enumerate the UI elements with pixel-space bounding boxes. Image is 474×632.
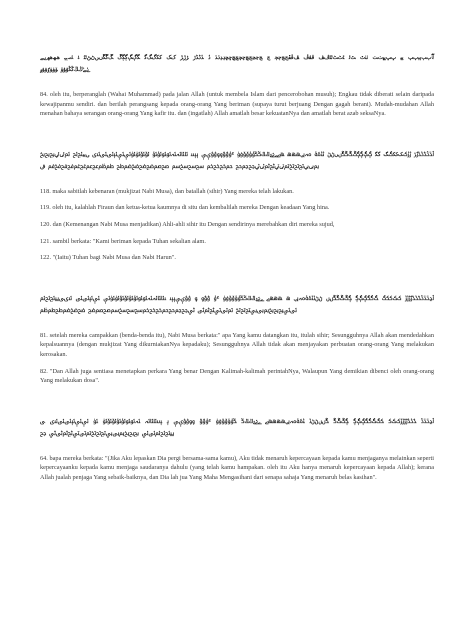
translation-verse: 121. sambil berkata: "Kami beriman kepada Tuhan sekalian alam. [40,237,206,245]
translation-verse: 120. dan (Kemenangan Nabi Musa menjadikan) Ahli-ahli sihir itu Dengan sendirinya merebahkan diri mereka sujud, [40,220,335,228]
arabic-verse-block-4: ﭐﮃﮄﮅﮆ ﮇﮈﮉﮊﮋﮌﮍﮎﮏﮐ ﮑﮒﮓﮔﮕﮖﮗﮘ ﮙﮚﮛﮜ ﮝﮞﮟﮠﮡﮢ ﮣﮤﮥﮦﮧﮨﮩﮪﮫﮬﮭﮮ ﮯﮰﮱﯓﯔﯕ ﯖﯗﯘﯙﯚﯛﯜ ﯝﯞﯟ ﯠﯡﯢﯣﯤﯥ ﯦ ﯧﯨﯩﯪﯫﯬ ﯭﯮﯯﯰﯱﯲﯳﯴ ﯵ ﯶﯷﯸﯹﯺﯻﯼ ﯽ ﯾﯿﰀﰁﰂﰃﰄ ﰅﰆﰇﰈﰉﰊﰋﰌﰍﰎﰏﰐﰑﰒﰓﰔ ﰕ [40,418,434,437]
translation-verse: 119. oleh itu, kalahlah Firaun dan ketua-ketua kaumnya di situ dan kembalilah mereka Dengan keadaan Yang hina. [40,204,330,212]
translation-verse: 81. setelah mereka campakkan (benda-benda itu), Nabi Musa berkata:" apa Yang kamu datangkan itu, itulah sihir; Sesungguhnya Allah akan mendedahkan kepalsuannya (dengan mukjizat Yang dikurniakanNya kepadaku); Sesungguhnya Allah tidak akan menjayakan perbuatan orang-orang Yang melakukan kerosakan. [40,331,434,358]
translation-verse: 84. oleh itu, berperanglah (Wahai Muhammad) pada jalan Allah (untuk membela Islam dari pencerobohan musuh); Engkau tidak diberati selain daripada kewajipanmu sendiri. dan berilah perangsang kepada orang-orang Yang beriman (supaya turut berjuang Dengan gagah berani). Mudah-mudahan Allah menahan bahaya serangan orang-orang Yang kafir itu. dan (ingatlah) Allah amatlah besar kekuatanNya dan amatlah berat azab seksaNya. [40,91,434,118]
arabic-verse-block-2: ﭐﮅﮆﮇﮈﮉﮊﮋ ﮌﮍﮎﮏﮐﮑﮒﮓ ﮔﮕ ﮖﮗﮘﮙﮚﮛﮜﮝﮞﮟﮠﮡ ﮢﮣﮤﮥ ﮦﮧﮨﮩﮪﮫﮬ ﮭﮮﮯﮰﮱﯓﯔﯕﯖﯗﯘﯙﯚﯛﯜ ﯝﯞﯟﯠﯡﯢﯣﯤﯥ ﯦﯧﯨﯩ ﯪﯫﯬﯭﯮﯯﯰﯱ ﯲﯳﯴﯵﯶﯷﯸﯹﯺﯻﯼ ﯽﯾﯿﰀﰁ ﰂﰃﰄﰅﰆﰇ ﰈﰉﰊﰋﰌﰍﰎﰏﰐﰑﰒﰓﰔﰕﰖﰗ ﰘﰙﰚﰛ ﰜﰝﰞﰟ ﰠﰡﰢﰣﰤﰥﰦ ﰧﰨﰩﰪﰫﰬﰭﰮﰯﰰ ﰱ [40,151,434,170]
translation-verse: 122. "(Iaitu) Tuhan bagi Nabi Musa dan Nabi Harun". [40,254,176,262]
translation-block-1 [40,90,434,119]
translation-block-2 [40,187,434,263]
translation-verse: 64. bapa mereka berkata: "(Jika Aku lepaskan Dia pergi bersama-sama kamu), Aku tidak menaruh kepercayaan kepada kamu menjaganya melainkan seperti kepercayaanku kepada kamu menjaga saudaranya dahulu (yang telah kamu hampakan. oleh itu Aku hanya menaruh kepercayaan kepada Allah); kerana Allah jualah penjaga Yang sebaik-baiknya, dan Dia lah jua Yang Maha Mengasihani dari senapa sahaja Yang menaruh belas kasihan". [40,454,434,481]
translation-block-4 [40,454,434,483]
arabic-verse-block-1: ﭐﭑﭒﭓﭔﭕﭖﭗ ﭘﭙ ﭚﭛﭜﭝﭞﭟ ﭠﭡﭢ ﭣﭤ ﭥﭦﭧﭨﭩﭪﭫ ﭬﭭﭮ ﭯﭰﭱﭲﭳﭴﭵ ﭶ ﭷﭸﭹﭺﭻﭼﭽﭾﭿﮀﮁﮂﮃﮄﮅ ﮆ ﮇﮈﮉﮊ ﮋﮌﮍ ﮎﮏ ﮐﮑﮒﮓﮔ ﮕﮖﮗﮘﮙﮚ ﮛﮜﮝﮞﮟﮠﮡﮢﮣ ﮤ ﮥﮦﮧﮨﮩ ﮪﮫﮬﮭﮮﮯ ﮰﮱﯓﯔﯕﯖﯗﯘﯙ ﯚﯛﯜﯝﯞﯟﯠ [40,55,434,73]
translation-verse: 118. maka sabitlah kebenaran (mukjizat Nabi Musa), dan batallah (sihir) Yang mereka telah lakukan. [40,187,294,195]
arabic-verse-block-3: ﭐﮃﮄﮅﮆﮇﮈﮉﮊﮋﮌﮍ ﮎﮏﮐﮑﮒ ﮓﮔﮕﮖﮗﮘ ﮙﮚﮛﮜﮝﮞﮟ ﮠﮡﮢﮣﮤﮥﮦﮧﮨﮩ ﮪ ﮫﮬﮭﮮ ﮯﮰﮱﯓﯔﯕﯖﯗﯘﯙﯚﯛﯜ ﯝ ﯞﯟﯠ ﯡ ﯢﯣﯤﯥﯦﯧﯨ ﯩﯪﯫﯬﯭﯮﯯﯰﯱﯲﯳﯴﯵﯶ ﯷﯸﯹﯺ ﯻﯼﯽﯾﯿﰀﰁﰂ ﰃﰄﰅﰆﰇﰈﰉﰊﰋﰌﰍ ﰎﰏﰐﰑﰒﰓ ﰔﰕﰖﰗﰘﰙﰚﰛﰜﰝﰞﰟﰠﰡﰢ ﰣﰤﰥﰦﰧﰨ [40,295,434,314]
translation-verse: 82. "Dan Allah juga sentiasa menetapkan perkara Yang benar Dengan Kalimah-kalimah perintahNya, Walaupun Yang demikian dibenci oleh orang-orang Yang melakukan dosa". [40,367,434,385]
translation-block-3 [40,331,434,386]
